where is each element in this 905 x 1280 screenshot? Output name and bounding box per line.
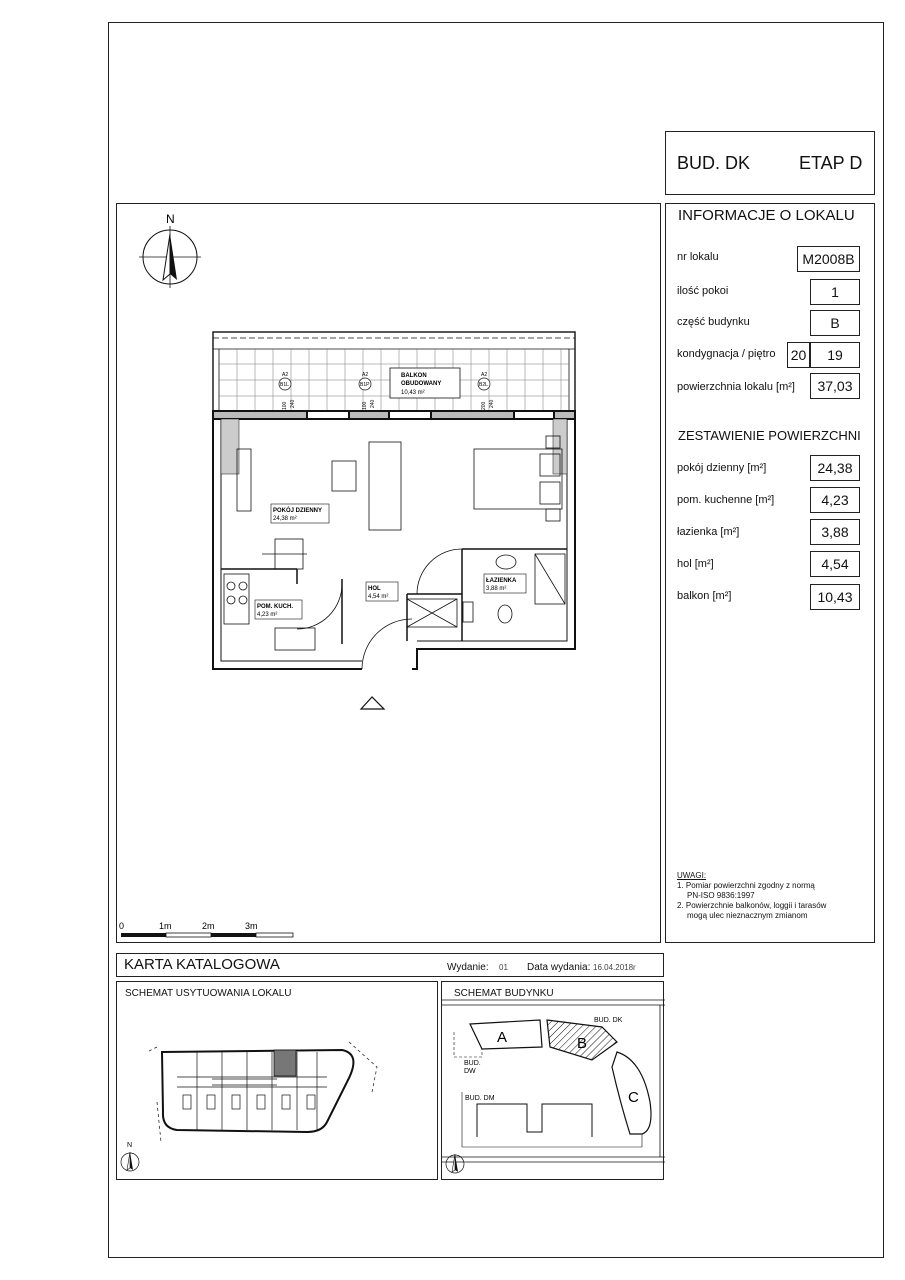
- surface-value-bathroom: 3,88: [810, 519, 860, 545]
- surface-label-hall: hol [m²]: [677, 558, 714, 570]
- info-title: INFORMACJE O LOKALU: [678, 207, 855, 224]
- surfaces-title: ZESTAWIENIE POWIERZCHNI: [678, 428, 861, 443]
- svg-text:BUD.: BUD.: [464, 1060, 481, 1067]
- info-value-building-part: B: [810, 310, 860, 336]
- svg-text:A: A: [497, 1029, 508, 1046]
- header-box: [665, 131, 875, 195]
- walls: [213, 411, 575, 669]
- building-schematic: [442, 982, 665, 1181]
- balcony-area: 10,43 m²: [401, 390, 425, 396]
- svg-text:200: 200: [481, 401, 487, 410]
- svg-text:ŁAZIENKA: ŁAZIENKA: [486, 578, 517, 584]
- svg-text:A2: A2: [362, 372, 369, 378]
- info-value-rooms: 1: [810, 279, 860, 305]
- svg-text:C: C: [628, 1089, 639, 1106]
- room-label-bathroom: [484, 574, 526, 593]
- notes: [677, 871, 826, 921]
- footer-bar: [116, 953, 664, 977]
- svg-text:B2L: B2L: [479, 382, 488, 388]
- svg-text:3,88 m²: 3,88 m²: [486, 586, 507, 592]
- surface-value-kitchen: 4,23: [810, 487, 860, 513]
- info-value-storey: 20: [787, 342, 810, 368]
- info-value-floor: 19: [810, 342, 860, 368]
- svg-text:4,23 m²: 4,23 m²: [257, 612, 278, 618]
- info-label-unit-number: nr lokalu: [677, 251, 719, 263]
- svg-text:POKÓJ DZIENNY: POKÓJ DZIENNY: [273, 508, 323, 514]
- building-schematic-title: SCHEMAT BUDYNKU: [454, 988, 554, 999]
- svg-text:1m: 1m: [159, 921, 172, 931]
- balcony-name-2: OBUDOWANY: [401, 381, 442, 387]
- notes-line-3: 2. Powierzchnie balkonów, loggii i tarasów: [677, 901, 827, 910]
- svg-text:3m: 3m: [245, 921, 258, 931]
- svg-text:A2: A2: [282, 372, 289, 378]
- notes-line-2: PN-ISO 9836:1997: [687, 891, 755, 900]
- scale-bar: [119, 921, 293, 937]
- north-arrow-icon: [139, 212, 201, 288]
- svg-text:100: 100: [362, 401, 368, 410]
- room-label-kitchen: [255, 600, 302, 619]
- svg-text:A2: A2: [481, 372, 488, 378]
- svg-text:100: 100: [282, 401, 288, 410]
- surface-label-living: pokój dzienny [m²]: [677, 462, 767, 474]
- svg-text:N: N: [127, 1142, 133, 1149]
- svg-text:240: 240: [489, 399, 495, 408]
- notes-line-1: 1. Pomiar powierzchni zgodny z normą: [677, 881, 815, 890]
- surface-label-bathroom: łazienka [m²]: [677, 526, 740, 538]
- room-label-hall: [366, 582, 398, 601]
- building-label: BUD. DK: [677, 153, 751, 173]
- svg-text:24,38 m²: 24,38 m²: [273, 516, 297, 522]
- location-schematic-box: [116, 981, 438, 1180]
- floor-plan: [117, 204, 662, 944]
- svg-text:4,54 m²: 4,54 m²: [368, 594, 389, 600]
- svg-text:240: 240: [290, 399, 296, 408]
- location-schematic-title: SCHEMAT USYTUOWANIA LOKALU: [125, 988, 292, 999]
- svg-text:0: 0: [119, 921, 125, 931]
- info-label-floor: kondygnacja / piętro: [677, 348, 776, 360]
- info-label-rooms: ilość pokoi: [677, 285, 729, 297]
- info-label-area: powierzchnia lokalu [m²]: [677, 381, 795, 393]
- unit-highlight: [274, 1050, 296, 1076]
- window-tag-1: [279, 372, 296, 410]
- svg-text:B1P: B1P: [360, 382, 370, 388]
- room-label-living: [271, 504, 329, 523]
- svg-text:HOL: HOL: [368, 586, 381, 592]
- svg-text:POM. KUCH.: POM. KUCH.: [257, 604, 293, 610]
- svg-text:BUD. DK: BUD. DK: [594, 1017, 623, 1024]
- surface-value-living: 24,38: [810, 455, 860, 481]
- svg-text:B1L: B1L: [280, 382, 289, 388]
- surface-value-hall: 4,54: [810, 551, 860, 577]
- edition-label: Wydanie:: [447, 962, 489, 973]
- info-box: [665, 203, 875, 943]
- notes-line-4: mogą ulec nieznacznym zmianom: [687, 911, 808, 920]
- building-schematic-box: [441, 981, 664, 1180]
- svg-text:BUD. DM: BUD. DM: [465, 1095, 495, 1102]
- window-tag-3: [478, 372, 495, 410]
- window-tag-2: [359, 372, 376, 410]
- edition-value: 01: [499, 963, 508, 972]
- entrance-arrow-icon: [361, 697, 384, 709]
- surface-value-balcony: 10,43: [810, 584, 860, 610]
- date-value: 16.04.2018r: [593, 963, 636, 972]
- notes-title: UWAGI:: [677, 871, 707, 880]
- furniture: [224, 436, 565, 669]
- plan-box: [116, 203, 661, 943]
- north-label: N: [166, 212, 175, 226]
- svg-text:DW: DW: [464, 1068, 476, 1075]
- location-schematic: [117, 982, 439, 1181]
- balcony-name-1: BALKON: [401, 373, 427, 379]
- surface-label-balcony: balkon [m²]: [677, 590, 732, 602]
- info-value-area: 37,03: [810, 373, 860, 399]
- balcony: [213, 332, 575, 411]
- date-label: Data wydania:: [527, 962, 591, 973]
- location-north-icon: [121, 1142, 139, 1171]
- stage-label: ETAP D: [799, 153, 863, 173]
- footer-title: KARTA KATALOGOWA: [124, 956, 280, 973]
- svg-text:B: B: [577, 1035, 588, 1052]
- info-label-building-part: część budynku: [677, 316, 750, 328]
- surface-label-kitchen: pom. kuchenne [m²]: [677, 494, 775, 506]
- info-value-unit-number: M2008B: [797, 246, 860, 272]
- svg-text:2m: 2m: [202, 921, 215, 931]
- svg-text:240: 240: [370, 399, 376, 408]
